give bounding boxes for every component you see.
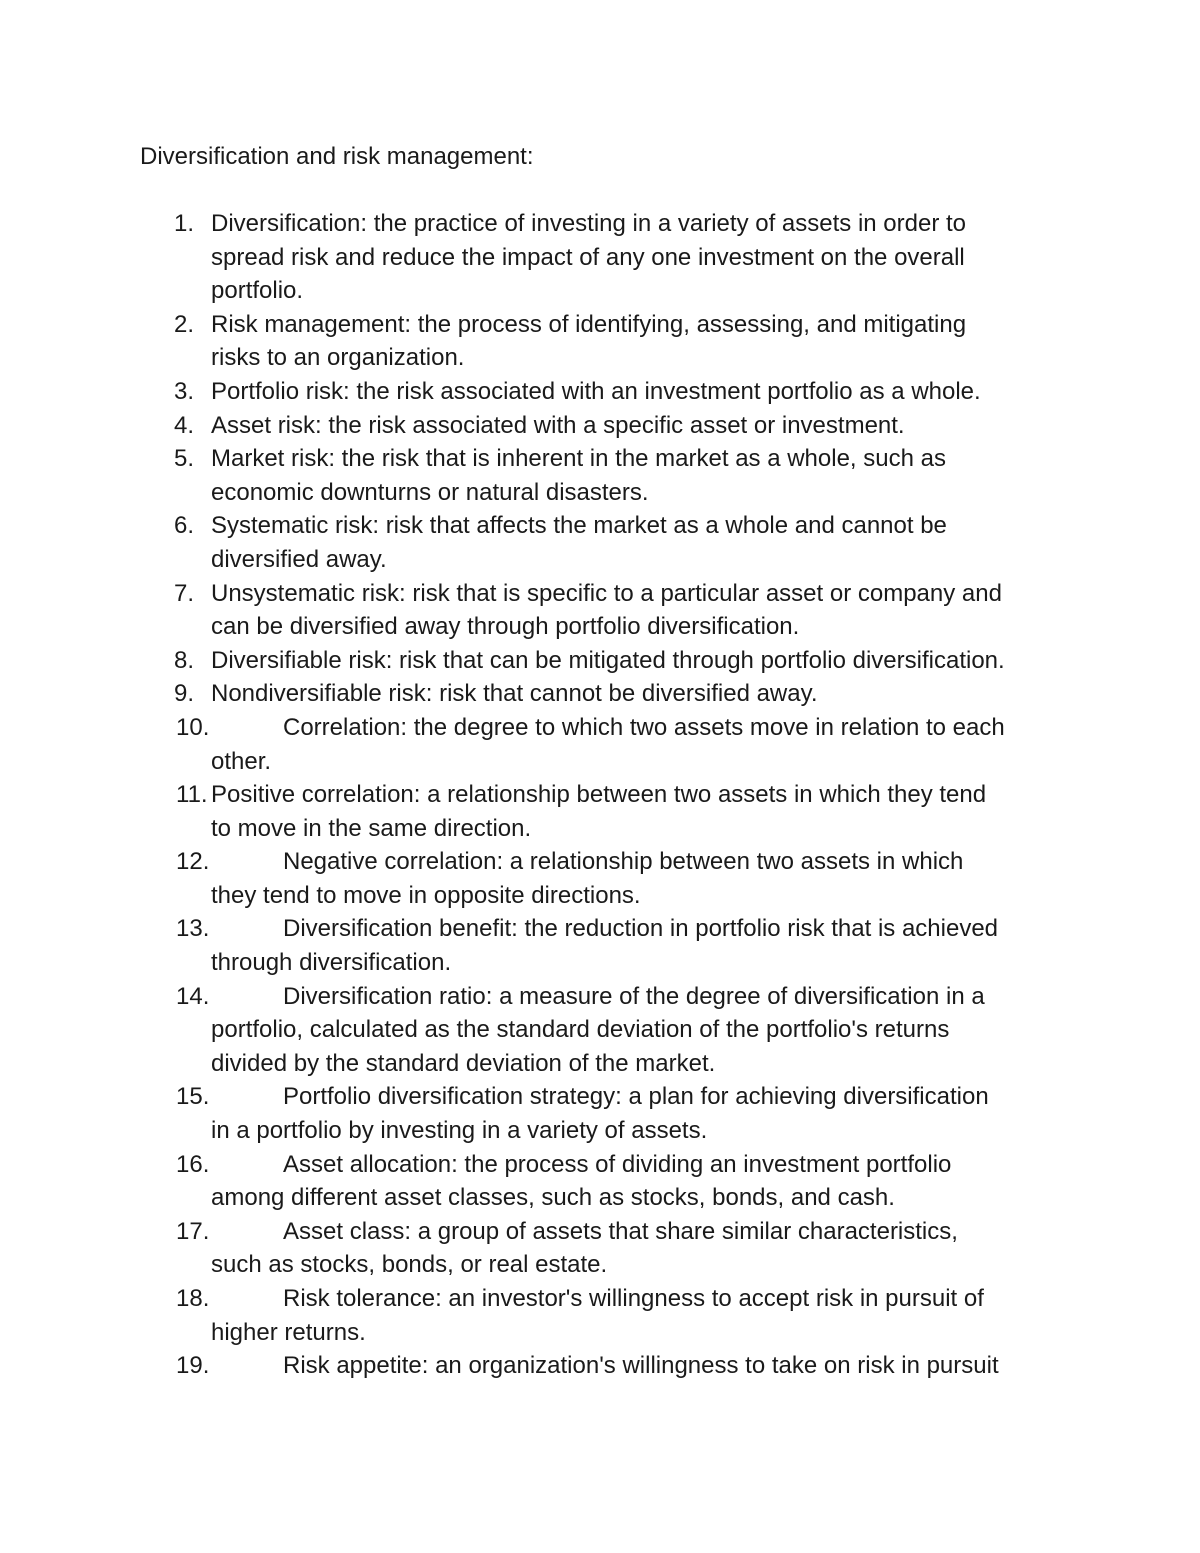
list-item-text: Diversification ratio: a measure of the degree of diversification in a	[283, 982, 985, 1010]
list-item-number: 5.	[174, 445, 195, 473]
list-item-text-continued: through diversification.	[211, 949, 452, 977]
list-item-text-continued: diversified away.	[211, 545, 387, 573]
list-item-text: Diversifiable risk: risk that can be mitigated through portfolio diversification.	[211, 646, 1005, 674]
document-title: Diversification and risk management:	[140, 143, 534, 170]
list-item-text: Risk appetite: an organization's willingness to take on risk in pursuit	[283, 1352, 999, 1380]
list-item-text-continued: in a portfolio by investing in a variety of assets.	[211, 1117, 708, 1145]
list-item-number: 2.	[174, 310, 195, 338]
list-item-number: 6.	[174, 512, 195, 540]
list-item-text-continued: economic downturns or natural disasters.	[211, 478, 649, 506]
list-item-number: 3.	[174, 377, 195, 405]
list-item	[0, 1215, 1200, 1282]
definition-list	[0, 207, 1200, 1383]
list-item	[0, 308, 1200, 375]
list-item-number: 10.	[176, 713, 210, 741]
list-item	[0, 442, 1200, 509]
list-item	[0, 845, 1200, 912]
list-item-text: Diversification benefit: the reduction in portfolio risk that is achieved	[283, 915, 999, 943]
list-item-number: 13.	[176, 915, 210, 943]
list-item	[0, 778, 1200, 845]
list-item-text: Risk management: the process of identifying, assessing, and mitigating	[211, 310, 967, 338]
list-item	[0, 1080, 1200, 1147]
list-item	[0, 509, 1200, 576]
list-item-text: Asset allocation: the process of dividing an investment portfolio	[283, 1150, 952, 1178]
list-item-number: 9.	[174, 680, 195, 708]
list-item-text-continued: among different asset classes, such as stocks, bonds, and cash.	[211, 1184, 895, 1212]
list-item-number: 14.	[176, 982, 210, 1010]
list-item	[0, 644, 1200, 678]
list-item-number: 12.	[176, 848, 210, 876]
list-item	[0, 912, 1200, 979]
list-item-text: Risk tolerance: an investor's willingness to accept risk in pursuit of	[283, 1285, 984, 1312]
list-item-number: 11.	[176, 781, 208, 809]
list-item-number: 4.	[174, 411, 195, 439]
list-item-text-continued: can be diversified away through portfolio diversification.	[211, 613, 800, 641]
list-item-text-continued: such as stocks, bonds, or real estate.	[211, 1251, 608, 1279]
list-item-text: Positive correlation: a relationship between two assets in which they tend	[211, 781, 987, 809]
list-item-number: 19.	[176, 1352, 210, 1380]
list-item-text: Systematic risk: risk that affects the market as a whole and cannot be	[211, 512, 947, 540]
list-item-text-continued: spread risk and reduce the impact of any one investment on the overall	[211, 243, 965, 271]
list-item	[0, 207, 1200, 308]
list-item	[0, 711, 1200, 778]
list-item	[0, 409, 1200, 443]
list-item-text: Negative correlation: a relationship between two assets in which	[283, 848, 964, 876]
list-item-text: Asset risk: the risk associated with a specific asset or investment.	[211, 411, 905, 439]
list-item-text: Unsystematic risk: risk that is specific to a particular asset or company and	[211, 579, 1002, 607]
list-item	[0, 1282, 1200, 1349]
list-item-text-continued: portfolio.	[211, 277, 304, 305]
list-item	[0, 577, 1200, 644]
list-item-number: 17.	[176, 1217, 210, 1245]
list-item-number: 1.	[174, 210, 195, 237]
list-item	[0, 980, 1200, 1081]
list-item-text-continued: higher returns.	[211, 1318, 366, 1346]
list-item-text: Correlation: the degree to which two assets move in relation to each	[283, 713, 1005, 741]
list-item-number: 8.	[174, 646, 195, 674]
list-item-text-continued: they tend to move in opposite directions.	[211, 881, 641, 909]
list-item-number: 7.	[174, 579, 195, 607]
list-item-text-continued: portfolio, calculated as the standard deviation of the portfolio's returns	[211, 1016, 950, 1044]
list-item-number: 16.	[176, 1150, 210, 1178]
list-item-text-continued: other.	[211, 747, 272, 775]
list-item	[0, 677, 1200, 711]
list-item-text-continued: to move in the same direction.	[211, 814, 532, 842]
list-item-text: Nondiversifiable risk: risk that cannot be diversified away.	[211, 680, 818, 708]
list-item-text: Portfolio risk: the risk associated with an investment portfolio as a whole.	[211, 377, 981, 405]
list-item-text: Portfolio diversification strategy: a plan for achieving diversification	[283, 1083, 989, 1111]
list-item-text-continued: risks to an organization.	[211, 344, 465, 372]
list-item-text: Asset class: a group of assets that share similar characteristics,	[283, 1217, 958, 1245]
list-item-text: Market risk: the risk that is inherent in the market as a whole, such as	[211, 445, 946, 473]
list-item	[0, 1148, 1200, 1215]
list-item-number: 15.	[176, 1083, 210, 1111]
list-item	[0, 375, 1200, 409]
list-item	[0, 1349, 1200, 1383]
list-item-text-continued: divided by the standard deviation of the market.	[211, 1049, 716, 1077]
list-item-text: Diversification: the practice of investing in a variety of assets in order to	[211, 210, 967, 237]
list-item-number: 18.	[176, 1285, 210, 1312]
